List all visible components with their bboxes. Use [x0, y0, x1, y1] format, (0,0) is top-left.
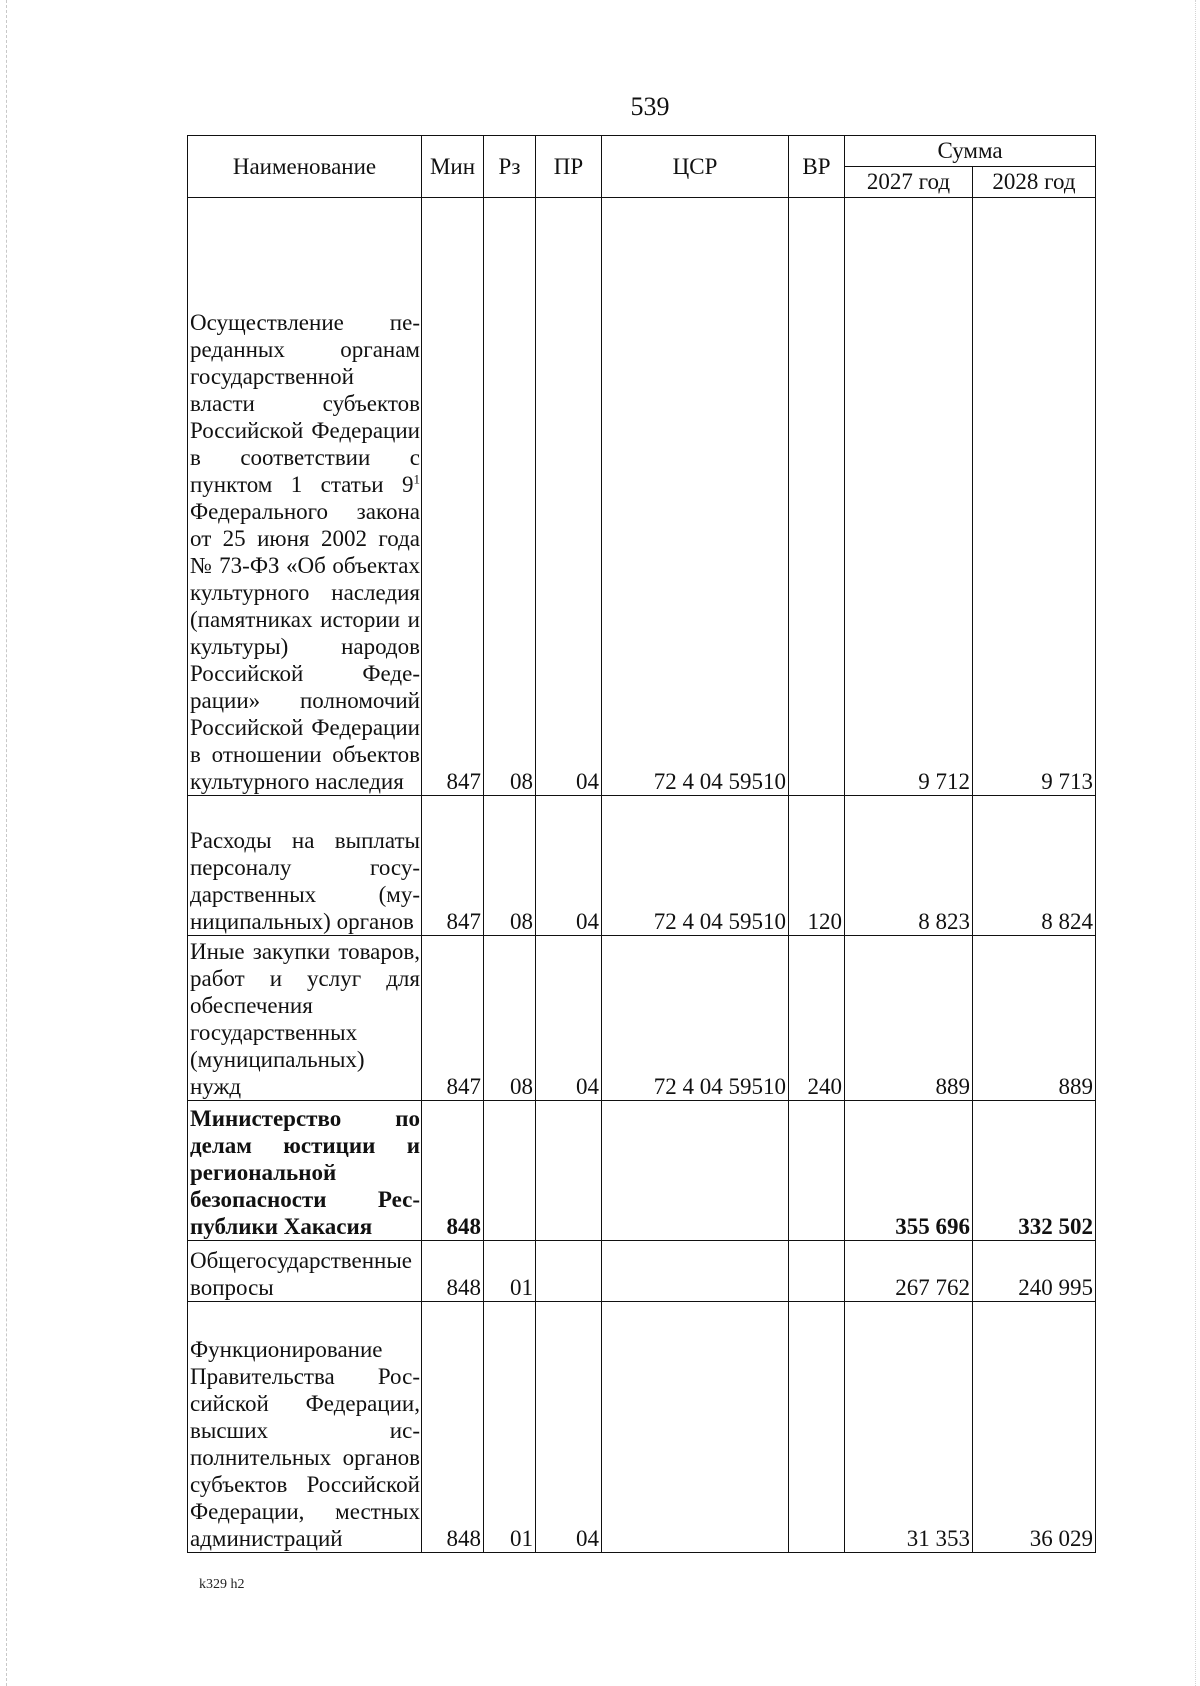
cell-csr: [602, 1241, 789, 1302]
scan-edge-right: [1195, 0, 1196, 1686]
cell-pr: 04: [536, 1302, 602, 1553]
cell-vr: [789, 1241, 845, 1302]
cell-csr: 72 4 04 59510: [602, 796, 789, 936]
cell-2028: 36 029: [973, 1302, 1096, 1553]
cell-vr: 120: [789, 796, 845, 936]
cell-min: 847: [422, 796, 484, 936]
table-row: [188, 1101, 1096, 1241]
row-name: Министерство по делам юстиции и региональной безопасности Республики Хакасия: [188, 1101, 422, 1241]
cell-pr: 04: [536, 198, 602, 796]
header-year-2027: 2027 год: [845, 167, 973, 198]
table-header: [188, 136, 1096, 198]
cell-2028: 9 713: [973, 198, 1096, 796]
footer-code: k329 h2: [199, 1577, 245, 1592]
cell-2028: 8 824: [973, 796, 1096, 936]
cell-pr: [536, 1241, 602, 1302]
cell-vr: [789, 198, 845, 796]
cell-pr: 04: [536, 796, 602, 936]
cell-min: 848: [422, 1241, 484, 1302]
cell-min: 848: [422, 1101, 484, 1241]
table-row: [188, 1241, 1096, 1302]
budget-table: [187, 135, 1096, 1553]
cell-min: 847: [422, 198, 484, 796]
row-name: Осуществление переданных органам государственной власти субъектов Российской Федерации в соответствии с пунктом 1 статьи $9^1$ Федерального закона от 25 июня 2002 года № 73-ФЗ «Об объектах культурного наследия (памятниках истории и культуры) народов Российской Федерации» полномочий Российской Федерации в отношении объектов культурного наследия: [188, 198, 422, 796]
cell-pr: [536, 1101, 602, 1241]
row-name: Общегосударственные вопросы: [188, 1241, 422, 1302]
row-name: Иные закупки товаров, работ и услуг для обеспечения государственных (муниципальных) нужд: [188, 936, 422, 1101]
cell-rz: [484, 1101, 536, 1241]
cell-vr: [789, 1302, 845, 1553]
cell-csr: 72 4 04 59510: [602, 198, 789, 796]
row-name: Функционирование Правительства Российской Федерации, высших исполнительных органов субъектов Российской Федерации, местных администраций: [188, 1302, 422, 1553]
header-name: Наименование: [188, 136, 422, 198]
cell-min: 848: [422, 1302, 484, 1553]
table-row: [188, 1302, 1096, 1553]
cell-2027: 8 823: [845, 796, 973, 936]
cell-pr: 04: [536, 936, 602, 1101]
cell-csr: [602, 1302, 789, 1553]
table-row: [188, 198, 1096, 796]
cell-csr: [602, 1101, 789, 1241]
header-rz: Рз: [484, 136, 536, 198]
table-body: [188, 198, 1096, 1553]
header-pr: ПР: [536, 136, 602, 198]
table-row: [188, 936, 1096, 1101]
table-row: [188, 796, 1096, 936]
superscript: 1: [413, 471, 420, 487]
cell-rz: 08: [484, 198, 536, 796]
cell-2027: 889: [845, 936, 973, 1101]
header-year-2028: 2028 год: [973, 167, 1096, 198]
cell-rz: 01: [484, 1302, 536, 1553]
cell-rz: 08: [484, 796, 536, 936]
cell-min: 847: [422, 936, 484, 1101]
cell-2028: 332 502: [973, 1101, 1096, 1241]
header-vr: ВР: [789, 136, 845, 198]
cell-2027: 267 762: [845, 1241, 973, 1302]
header-csr: ЦСР: [602, 136, 789, 198]
cell-2028: 240 995: [973, 1241, 1096, 1302]
cell-rz: 01: [484, 1241, 536, 1302]
cell-rz: 08: [484, 936, 536, 1101]
cell-csr: 72 4 04 59510: [602, 936, 789, 1101]
header-sum: Сумма: [845, 136, 1096, 167]
cell-2027: 355 696: [845, 1101, 973, 1241]
page-number: 539: [630, 92, 670, 121]
row-name: Расходы на выплаты персоналу государственных (муниципальных) органов: [188, 796, 422, 936]
cell-vr: 240: [789, 936, 845, 1101]
cell-2028: 889: [973, 936, 1096, 1101]
scan-edge-left: [6, 0, 7, 1686]
header-min: Мин: [422, 136, 484, 198]
cell-vr: [789, 1101, 845, 1241]
cell-2027: 31 353: [845, 1302, 973, 1553]
cell-2027: 9 712: [845, 198, 973, 796]
